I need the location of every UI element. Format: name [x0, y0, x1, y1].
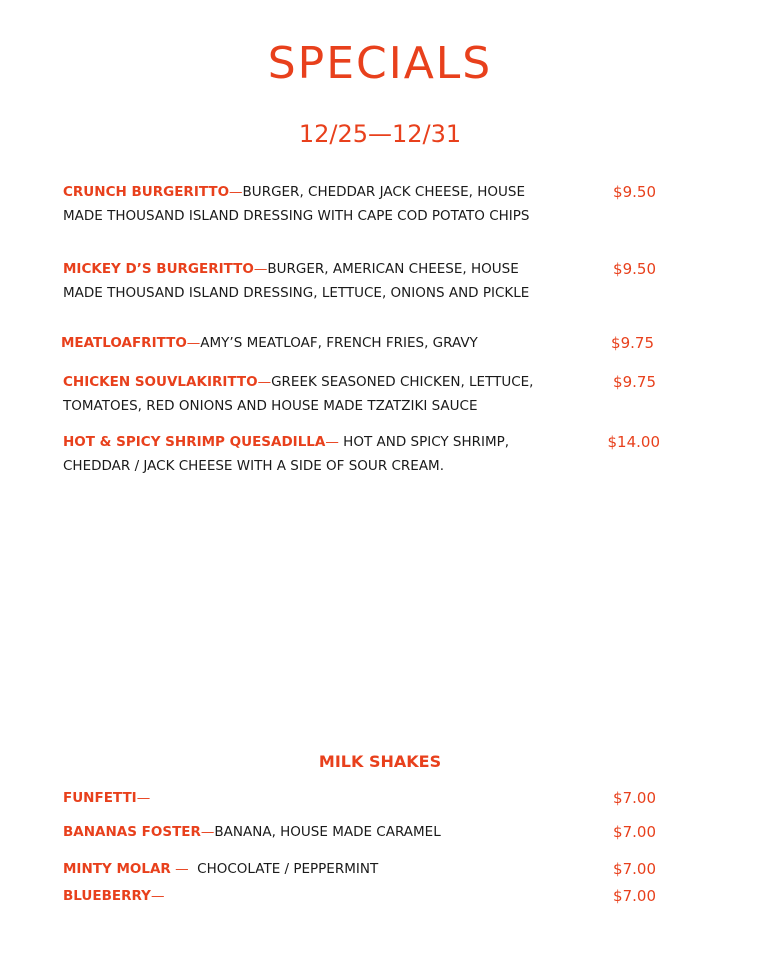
- milkshake-item-minty-molar: [63, 857, 543, 881]
- item-separator: —: [150, 888, 165, 904]
- item-price: $7.00: [613, 887, 656, 905]
- item-price: $9.50: [613, 260, 656, 278]
- item-description: BURGER, CHEDDAR JACK CHEESE, HOUSE MADE THOUSAND ISLAND DRESSING WITH CAPE COD POTATO CHIPS: [63, 184, 530, 224]
- item-description: AMY’S MEATLOAF, FRENCH FRIES, GRAVY: [200, 335, 478, 351]
- item-price: $7.00: [613, 823, 656, 841]
- milkshake-item-bananas-foster: [63, 820, 543, 844]
- milkshake-item-funfetti: [63, 786, 543, 810]
- special-item-meatloafritto: [61, 331, 541, 355]
- item-separator: —: [170, 861, 198, 877]
- item-name: MEATLOAFRITTO: [61, 335, 187, 351]
- item-description: GREEK SEASONED CHICKEN, LETTUCE, TOMATOES, RED ONIONS AND HOUSE MADE TZATZIKI SAUCE: [63, 374, 534, 414]
- item-name: MICKEY D’S BURGERITTO: [63, 261, 254, 277]
- special-item-chicken-souvlakiritto: [63, 370, 543, 418]
- milkshakes-title: MILK SHAKES: [318, 752, 442, 771]
- item-price: $9.75: [611, 334, 654, 352]
- date-range: 12/25—12/31: [298, 120, 462, 148]
- item-name: MINTY MOLAR: [63, 861, 171, 877]
- special-item-crunch-burgeritto: [63, 180, 543, 228]
- item-name: BANANAS FOSTER: [63, 824, 201, 840]
- item-separator: —: [253, 261, 268, 277]
- item-price: $7.00: [613, 860, 656, 878]
- item-name: BLUEBERRY: [63, 888, 151, 904]
- item-description: CHOCOLATE / PEPPERMINT: [197, 861, 379, 877]
- item-name: HOT & SPICY SHRIMP QUESADILLA: [63, 434, 326, 450]
- page-title: SPECIALS: [267, 38, 493, 89]
- item-separator: —: [200, 824, 215, 840]
- special-item-shrimp-quesadilla: [63, 430, 543, 478]
- item-name: CRUNCH BURGERITTO: [63, 184, 230, 200]
- item-price: $9.75: [613, 373, 656, 391]
- item-name: FUNFETTI: [63, 790, 137, 806]
- item-separator: —: [136, 790, 151, 806]
- item-price: $14.00: [607, 433, 660, 451]
- item-price: $7.00: [613, 789, 656, 807]
- item-description: HOT AND SPICY SHRIMP, CHEDDAR / JACK CHEESE WITH A SIDE OF SOUR CREAM.: [63, 434, 510, 474]
- milkshake-item-blueberry: [63, 884, 543, 908]
- item-description: BANANA, HOUSE MADE CARAMEL: [214, 824, 441, 840]
- item-separator: —: [186, 335, 201, 351]
- item-separator: —: [257, 374, 272, 390]
- item-description: BURGER, AMERICAN CHEESE, HOUSE MADE THOUSAND ISLAND DRESSING, LETTUCE, ONIONS AND PICKLE: [63, 261, 530, 301]
- item-separator: —: [325, 434, 344, 450]
- item-price: $9.50: [613, 183, 656, 201]
- special-item-mickey-ds-burgeritto: [63, 257, 543, 305]
- item-separator: —: [229, 184, 243, 200]
- item-name: CHICKEN SOUVLAKIRITTO: [63, 374, 258, 390]
